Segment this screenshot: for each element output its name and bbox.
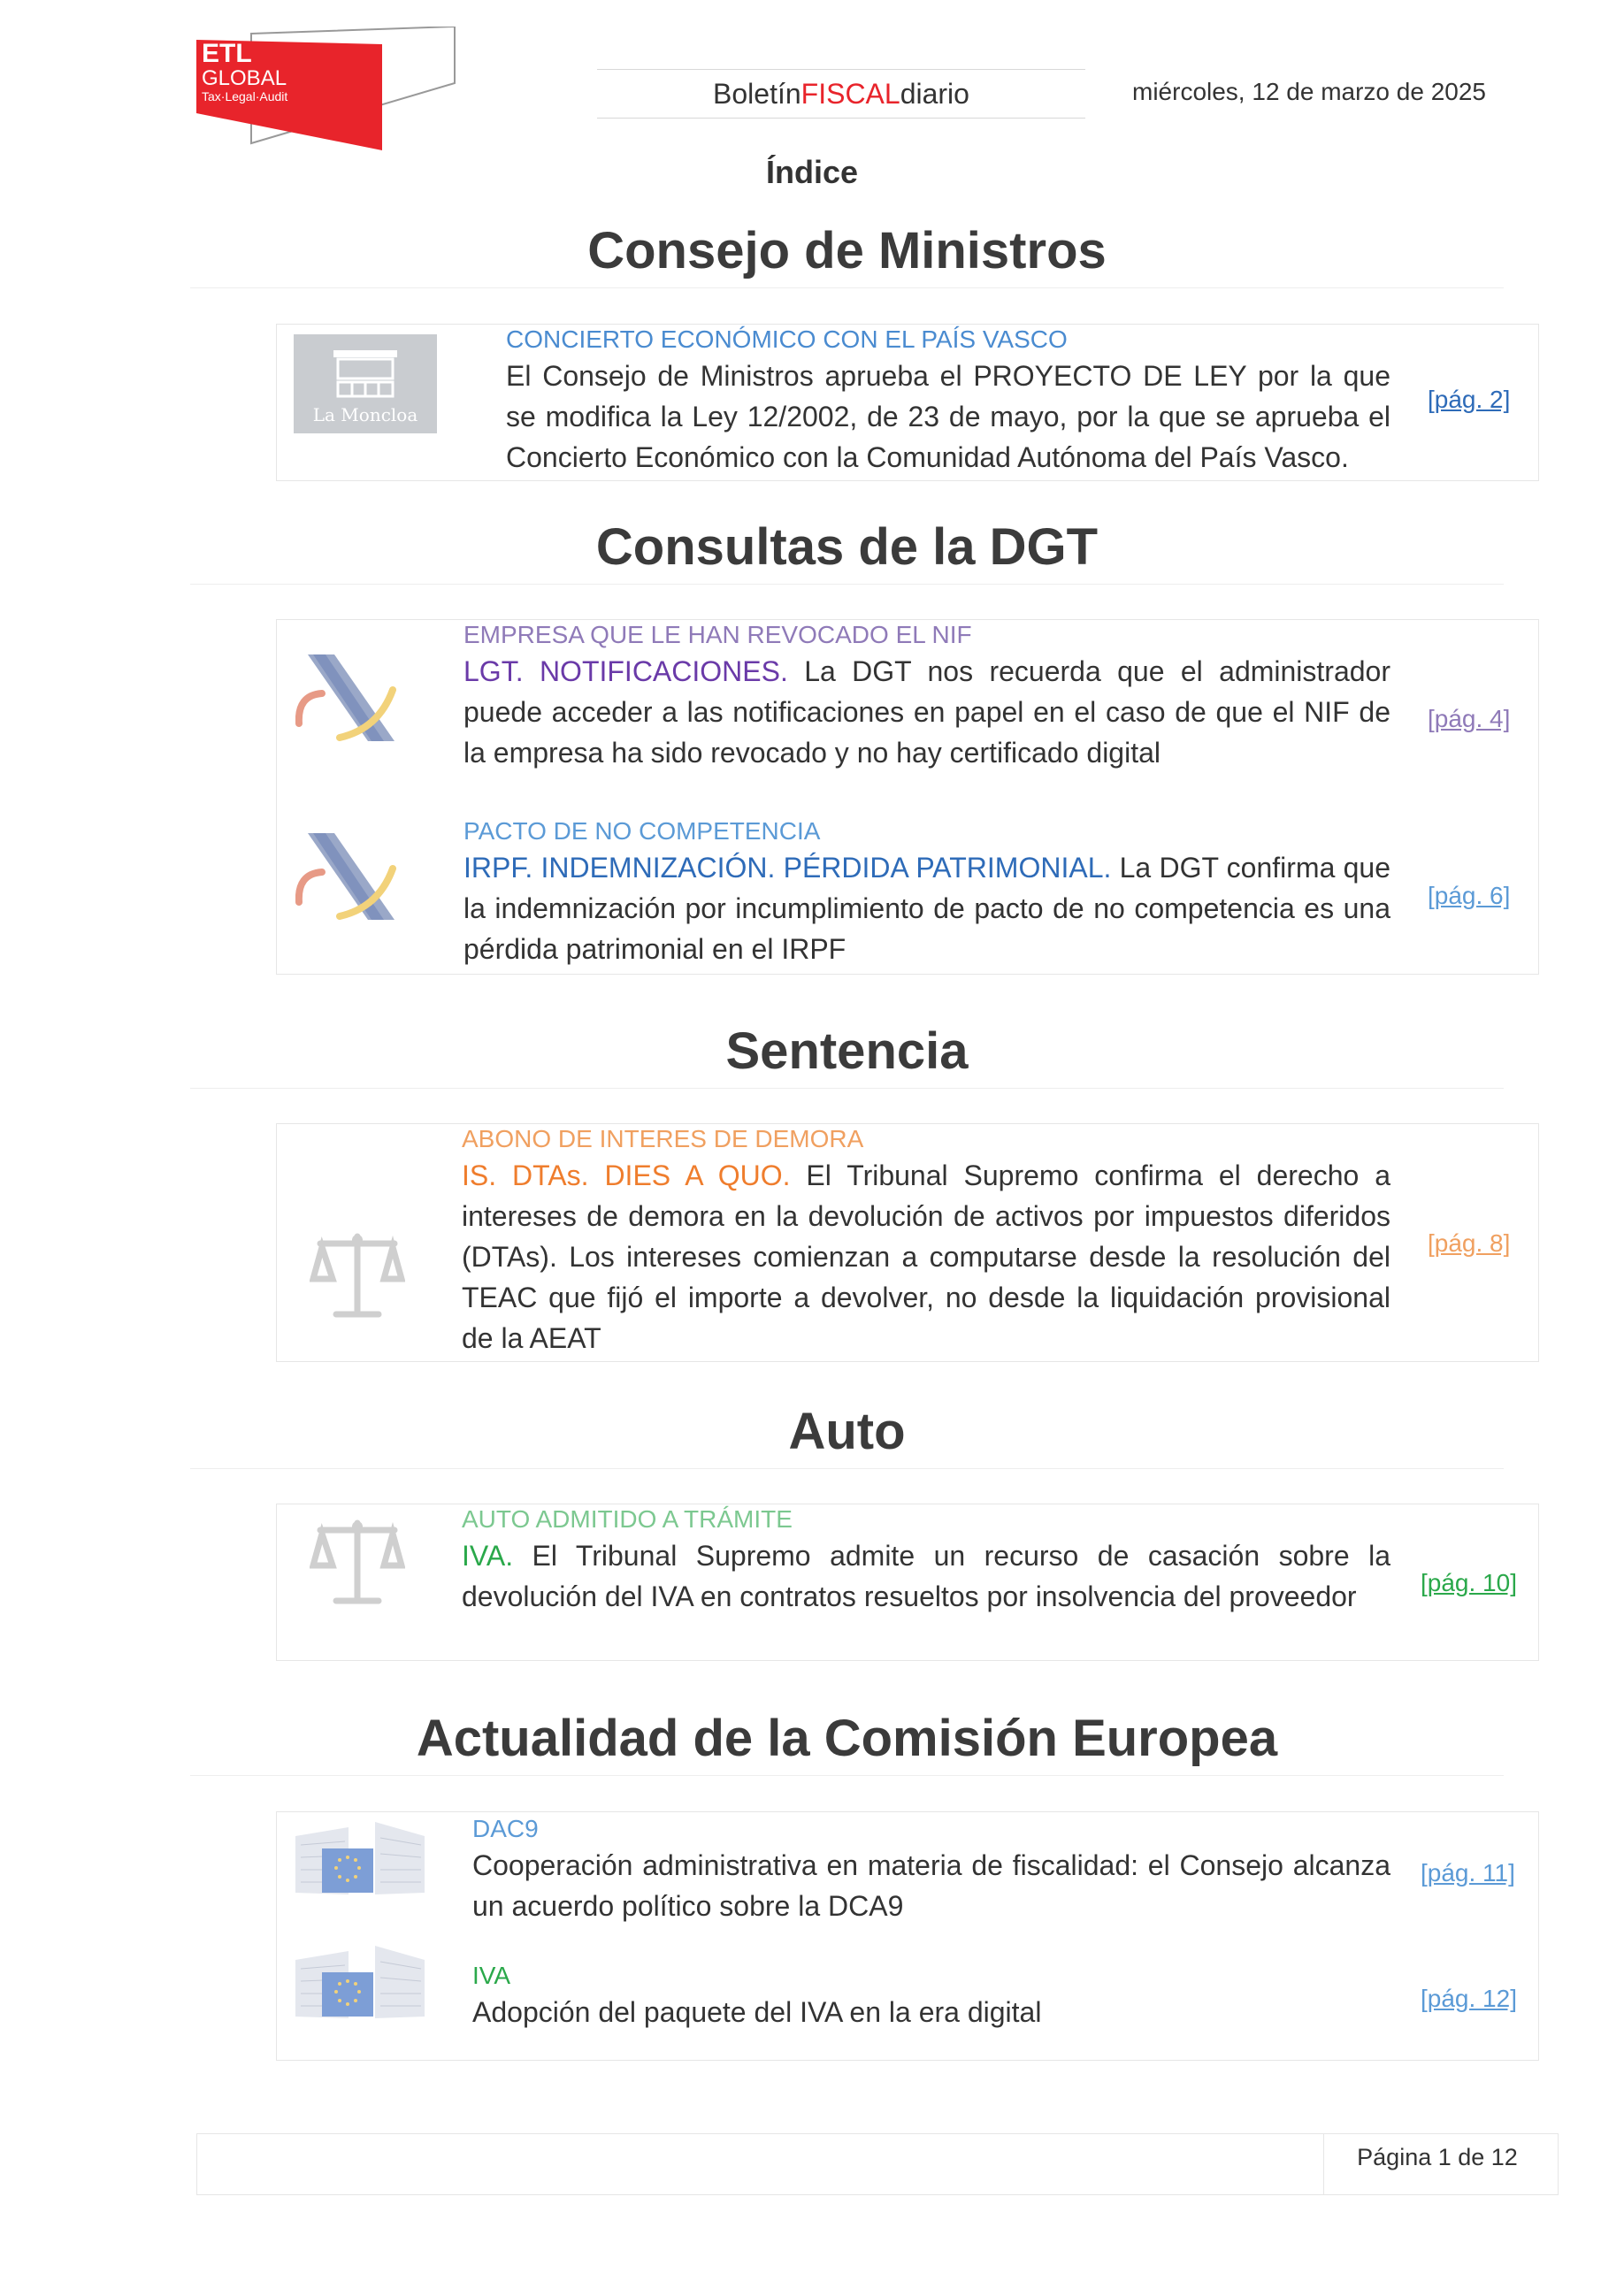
etl-global-logo	[196, 27, 462, 155]
section-title-auto: Auto	[190, 1402, 1504, 1469]
entry-body: Adopción del paquete del IVA en la era digital	[472, 1996, 1042, 2028]
entry-lead: IRPF. INDEMNIZACIÓN. PÉRDIDA PATRIMONIAL.	[463, 852, 1112, 884]
page-link-4[interactable]: [pág. 4]	[1428, 705, 1511, 732]
entry-body: Cooperación administrativa en materia de fiscalidad: el Consejo alcanza un acuerdo político sobre la DCA9	[472, 1849, 1390, 1922]
entry-tag: PACTO DE NO COMPETENCIA	[463, 817, 821, 845]
bulletin-title-accent: FISCAL	[801, 77, 900, 110]
entry-body	[463, 847, 1390, 969]
entry-tag: ABONO DE INTERES DE DEMORA	[462, 1125, 864, 1152]
entry-body: El Consejo de Ministros aprueba el PROYECTO DE LEY por la que se modifica la Ley 12/2002, de 23 de mayo, por la que se aprueba el Concierto Económico con la Comunidad Autónoma del País Vasco.	[506, 360, 1390, 473]
bulletin-title-suffix: diario	[900, 77, 969, 110]
bulletin-date: miércoles, 12 de marzo de 2025	[1132, 78, 1486, 105]
agencia-tributaria-icon	[295, 833, 398, 925]
logo-text-sub: Tax·Legal·Audit	[202, 89, 288, 103]
la-moncloa-logo-icon	[294, 334, 437, 433]
entry-tag: DAC9	[472, 1815, 539, 1842]
entry-comision-iva	[472, 1960, 1390, 2032]
agencia-tributaria-icon	[295, 654, 398, 746]
page-link-8[interactable]: [pág. 8]	[1428, 1229, 1511, 1257]
entry-text: El Tribunal Supremo admite un recurso de casación sobre la devolución del IVA en contratos resueltos por insolvencia del proveedor	[462, 1540, 1390, 1612]
entry-text: La DGT confirma que la indemnización por incumplimiento de pacto de no competencia es una pérdida patrimonial en el IRPF	[463, 852, 1391, 965]
entry-tag: AUTO ADMITIDO A TRÁMITE	[462, 1505, 793, 1533]
entry-body	[462, 1535, 1390, 1617]
entry-tag: CONCIERTO ECONÓMICO CON EL PAÍS VASCO	[506, 325, 1068, 353]
bulletin-title-prefix: Boletín	[713, 77, 801, 110]
entry-auto	[462, 1504, 1390, 1617]
entry-dgt-competencia	[463, 815, 1390, 969]
logo-text-top: ETL	[202, 39, 252, 68]
page-number: Página 1 de 12	[1357, 2144, 1518, 2170]
page-link-6[interactable]: [pág. 6]	[1428, 882, 1511, 909]
page-link-10[interactable]: [pág. 10]	[1421, 1569, 1517, 1596]
section-title-sentencia: Sentencia	[190, 1022, 1504, 1089]
entry-text: El Tribunal Supremo confirma el derecho a intereses de demora en la devolución de activos por impuestos diferidos (DTAs). Los intereses comienzan a computarse desde la resolución del TEAC que fijó el importe a devolver, no desde la liquidación provisional de la AEAT	[462, 1159, 1391, 1354]
european-commission-icon	[295, 1942, 425, 2022]
european-commission-icon	[295, 1818, 425, 1898]
entry-comision-dac9	[472, 1813, 1390, 1926]
entry-lead: IVA.	[462, 1540, 514, 1572]
page-link-2[interactable]: [pág. 2]	[1428, 386, 1511, 413]
page-link-11[interactable]: [pág. 11]	[1421, 1859, 1515, 1887]
entry-sentencia	[462, 1123, 1390, 1358]
la-moncloa-label: La Moncloa	[312, 404, 418, 425]
entry-dgt-nif	[463, 619, 1390, 773]
page-link-12[interactable]: [pág. 12]	[1421, 1985, 1517, 2012]
entry-consejo	[506, 324, 1390, 478]
section-title-consejo: Consejo de Ministros	[190, 221, 1504, 288]
scales-of-justice-icon	[310, 1518, 405, 1608]
index-title: Índice	[765, 154, 859, 190]
footer-divider	[1323, 2133, 1324, 2195]
entry-body	[462, 1155, 1390, 1358]
entry-tag: EMPRESA QUE LE HAN REVOCADO EL NIF	[463, 621, 972, 648]
bulletin-title	[597, 69, 1085, 119]
entry-lead: LGT. NOTIFICACIONES.	[463, 655, 788, 687]
entry-text: La DGT nos recuerda que el administrador puede acceder a las notificaciones en papel en el caso de que el NIF de la empresa ha sido revocado y no hay certificado digital	[463, 655, 1391, 769]
section-title-comision: Actualidad de la Comisión Europea	[190, 1709, 1504, 1776]
scales-of-justice-icon	[310, 1231, 405, 1321]
entry-lead: IS. DTAs. DIES A QUO.	[462, 1159, 791, 1191]
section-title-dgt: Consultas de la DGT	[190, 517, 1504, 585]
logo-text-main: GLOBAL	[202, 66, 287, 90]
entry-body	[463, 651, 1390, 773]
entry-tag: IVA	[472, 1962, 511, 1989]
